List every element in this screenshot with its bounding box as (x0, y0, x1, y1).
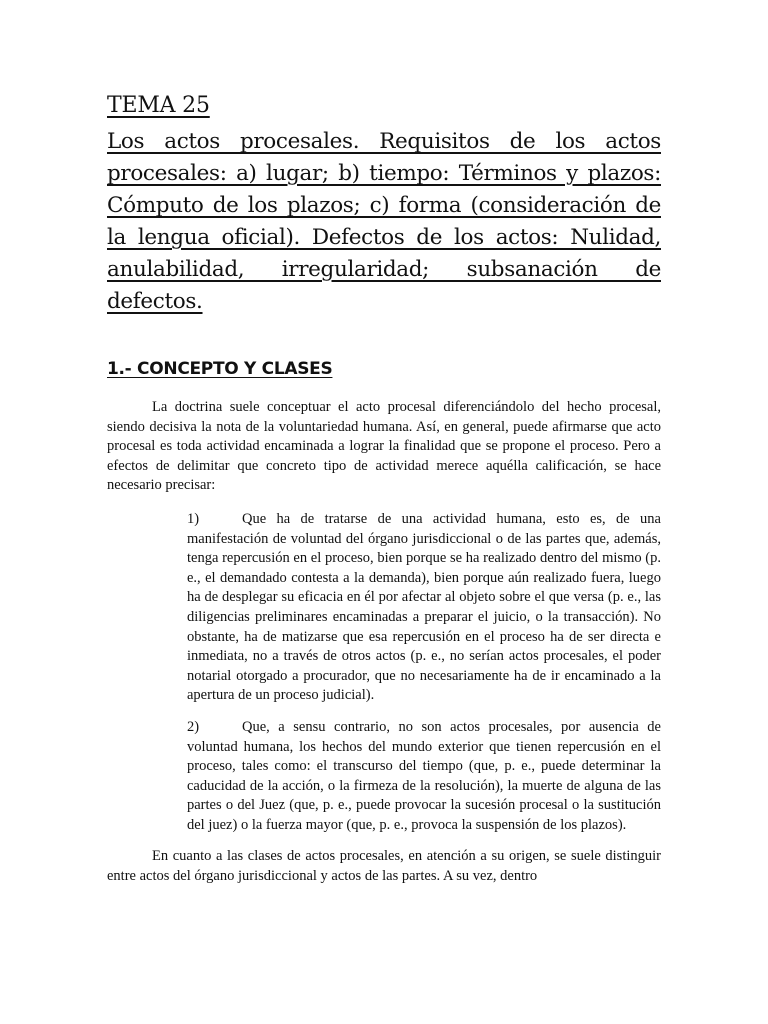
tema-title: Los actos procesales. Requisitos de los actos procesales: a) lugar; b) tiempo: Términos y plazos: Cómputo de los plazos; c) forma (consideración de la lengua oficial). Defectos de los actos: Nulidad, anulabilidad, irregularidad; subsanación de defectos. (107, 129, 661, 314)
paragraph: En cuanto a las clases de actos procesales, en atención a su origen, se suele distinguir entre actos del órgano jurisdiccional y actos de las partes. A su vez, dentro (107, 848, 661, 885)
section-heading: 1.- CONCEPTO Y CLASES (107, 359, 333, 379)
document-page (107, 88, 661, 887)
list-item (187, 718, 661, 836)
list-item-text: Que, a sensu contrario, no son actos procesales, por ausencia de voluntad humana, los hechos del mundo exterior que tienen repercusión en el proceso, tales como: el transcurso del tiempo (que, p. e., puede determinar la caducidad de la acción, o la firmeza de la resolución), la muerte de alguna de las partes o del Juez (que, p. e., puede provocar la sucesión procesal o la sustitución del juez) o la fuerza mayor (que, p. e., provoca la suspensión de los plazos). (187, 718, 661, 833)
paragraph: La doctrina suele conceptuar el acto procesal diferenciándolo del hecho procesal, siendo decisiva la nota de la voluntariedad humana. Así, en general, puede afirmarse que acto procesal es toda actividad encaminada a lograr la finalidad que se propone el proceso. Pero a efectos de delimitar que concreto tipo de actividad merece aquélla calificación, se hace necesario precisar: (107, 399, 661, 494)
list-item-text: Que ha de tratarse de una actividad humana, esto es, de una manifestación de voluntad del órgano jurisdiccional o de las partes que, además, tenga repercusión en el proceso, bien porque se ha realizado dentro del mismo (p. e., el demandado contesta a la demanda), bien porque aún realizado fuera, luego ha de desplegar su eficacia en él por afectar al objeto sobre el que versa (p. e., las diligencias preliminares encaminadas a preparar el juicio, o la transacción). No obstante, ha de matizarse que esa repercusión en el proceso ha de ser directa e inmediata, no a través de otros actos (p. e., no serían actos procesales, el poder notarial otorgado a procurador, que no necesariamente ha de ir encaminado a la apertura de un proceso judicial). (187, 510, 661, 704)
numbered-list (187, 510, 661, 836)
tema-heading: TEMA 25 (107, 93, 210, 118)
list-item-number: 1) (187, 510, 200, 527)
list-item (187, 510, 661, 706)
list-item-number: 2) (187, 718, 200, 735)
